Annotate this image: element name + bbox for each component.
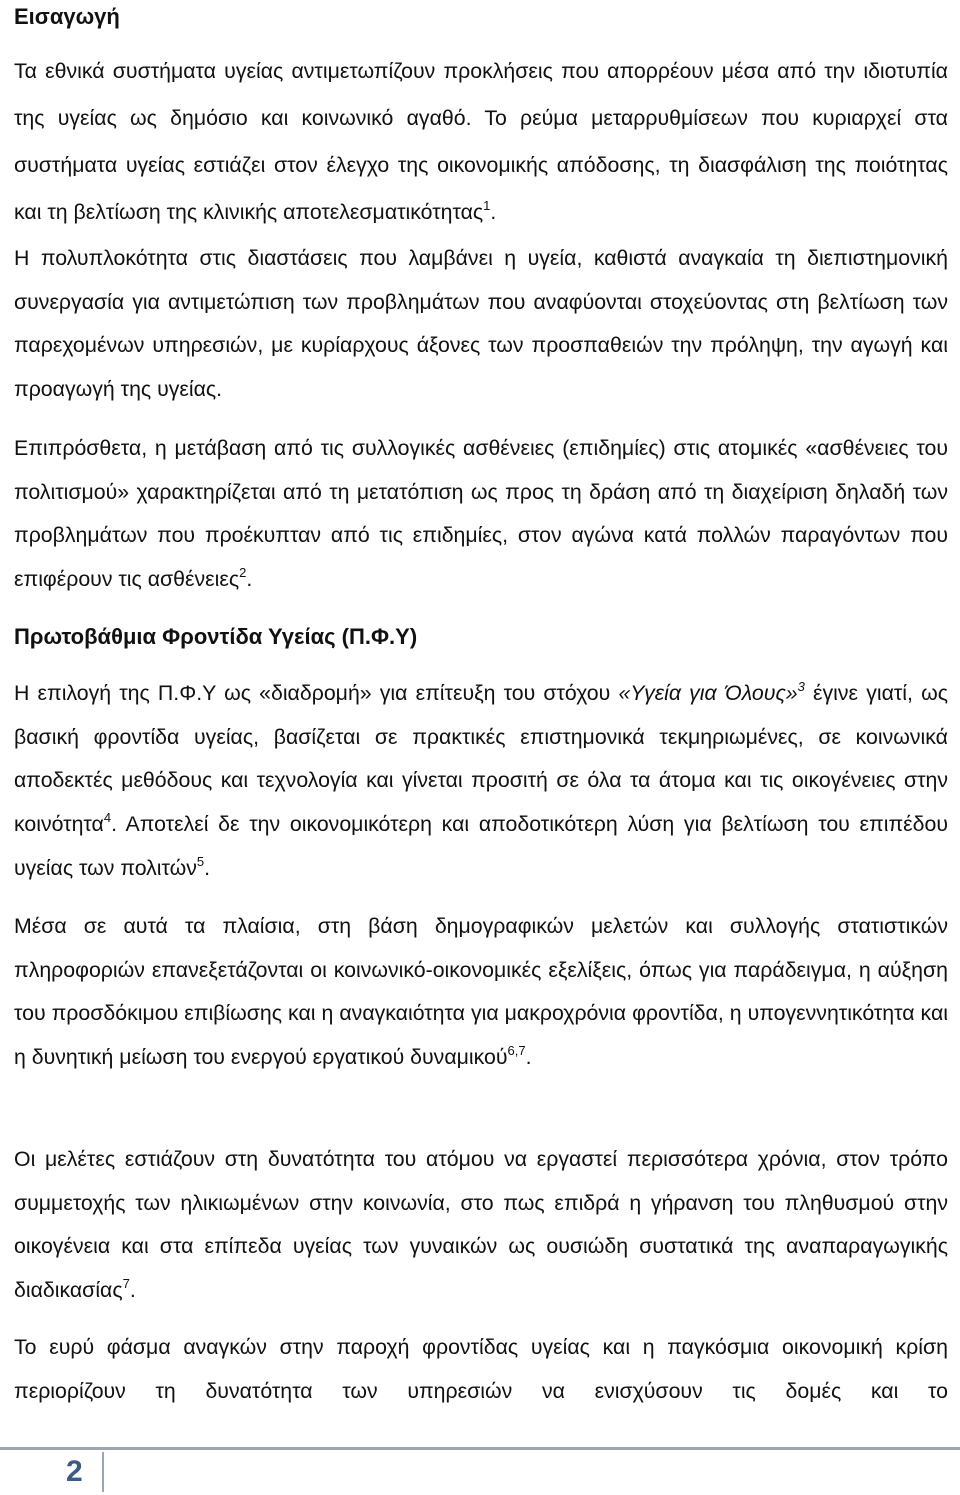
section-heading-introduction: Εισαγωγή [14,4,120,29]
reference-1: 1 [483,198,491,213]
reference-3 [798,679,805,694]
paragraph-3 [14,427,948,602]
paragraph-4-text-a: Η επιλογή της Π.Φ.Υ ως «διαδρομή» για επίτευξη του στόχου [14,681,619,705]
page-number: 2 [66,1455,83,1488]
reference-4: 4 [103,810,112,826]
paragraph-7: Το ευρύ φάσμα αναγκών στην παροχή φροντίδας υγείας και η παγκόσμια οικονομική κρίση περιορίζουν τη δυνατότητα των υπηρεσιών να ενισχύσουν τις δομές και το [14,1335,948,1403]
page-number-divider [102,1452,104,1492]
reference-7: 7 [122,1276,130,1292]
paragraph-4-quote: «Υγεία για Όλους» [618,681,798,705]
paragraph-1-end: . [490,200,497,224]
reference-2: 2 [239,565,247,581]
paragraph-1-text: Τα εθνικά συστήματα υγείας αντιμετωπίζουν προκλήσεις που απορρέουν μέσα από την ιδιοτυπία της υγείας ως δημόσιο και κοινωνικό αγαθό. Το ρεύμα μεταρρυθμίσεων που κυριαρχεί στα συστήματα υγείας εστιάζει στον έλεγχο της οικονομικής απόδοσης, τη διασφάλιση της ποιότητας και τη βελτίωση της κλινικής αποτελεσματικότητας [14,59,948,224]
reference-5: 5 [196,853,205,869]
paragraph-4-text-c: . Αποτελεί δε την οικονομικότερη και αποδοτικότερη λύση για βελτίωση του επιπέδου υγείας των πολιτών [14,812,948,880]
footer-divider [0,1447,960,1450]
paragraph-4-text-b: έγινε γιατί, ως βασική φροντίδα υγείας, βασίζεται σε πρακτικές επιστημονικά τεκμηριωμένες, σε κοινωνικά αποδεκτές μεθόδους και τεχνολογία και γίνεται προσιτή σε όλα τα άτομα και τις οικογένειες στην κοινότητα [14,681,948,837]
paragraph-5-text: Μέσα σε αυτά τα πλαίσια, στη βάση δημογραφικών μελετών και συλλογής στατιστικών πληροφοριών επανεξετάζονται οι κοινωνικό-οικονομικές εξελίξεις, όπως για παράδειγμα, η αύξηση του προσδόκιμου επιβίωσης και η αναγκαιότητα για μακροχρόνια φροντίδα, η υπογεννητικότητα και η δυνητική μείωση του ενεργού εργατικού δυναμικού [14,914,948,1070]
paragraph-4-end: . [204,855,211,880]
paragraph-3-end: . [246,567,253,592]
reference-3-text: 3 [797,679,805,694]
paragraph-3-text: Επιπρόσθετα, η μετάβαση από τις συλλογικές ασθένειες (επιδημίες) στις ατομικές «ασθένειες του πολιτισμού» χαρακτηρίζεται από τη μετατόπιση ως προς τη δράση από τη διαχείριση δηλαδή των προβλημάτων που προέκυπταν από τις επιδημίες, στον αγώνα κατά πολλών παραγόντων που επιφέρουν τις ασθένειες [14,436,948,592]
section-heading-primary-health-care: Πρωτοβάθμια Φροντίδα Υγείας (Π.Φ.Υ) [14,624,418,649]
paragraph-5 [14,905,948,1080]
paragraph-6-end: . [129,1278,136,1303]
paragraph-1 [14,48,948,236]
paragraph-2: Η πολυπλοκότητα στις διαστάσεις που λαμβάνει η υγεία, καθιστά αναγκαία τη διεπιστημονική συνεργασία για αντιμετώπιση των προβλημάτων που αναφύονται στοχεύοντας στη βελτίωση των παρεχομένων υπηρεσιών, με κυρίαρχους άξονες των προσπαθειών την πρόληψη, την αγωγή και προαγωγή της υγείας. [14,246,948,402]
paragraph-5-end: . [525,1045,532,1070]
paragraph-6 [14,1138,948,1313]
paragraph-4 [14,672,948,891]
paragraph-6-text: Οι μελέτες εστιάζουν στη δυνατότητα του ατόμου να εργαστεί περισσότερα χρόνια, στον τρόπο συμμετοχής των ηλικιωμένων στην κοινωνία, στο πως επιδρά η γήρανση του πληθυσμού στην οικογένεια και στα επίπεδα υγείας των γυναικών ως ουσιώδη συστατικά της αναπαραγωγικής διαδικασίας [14,1147,948,1303]
reference-6-7: 6,7 [507,1043,526,1059]
